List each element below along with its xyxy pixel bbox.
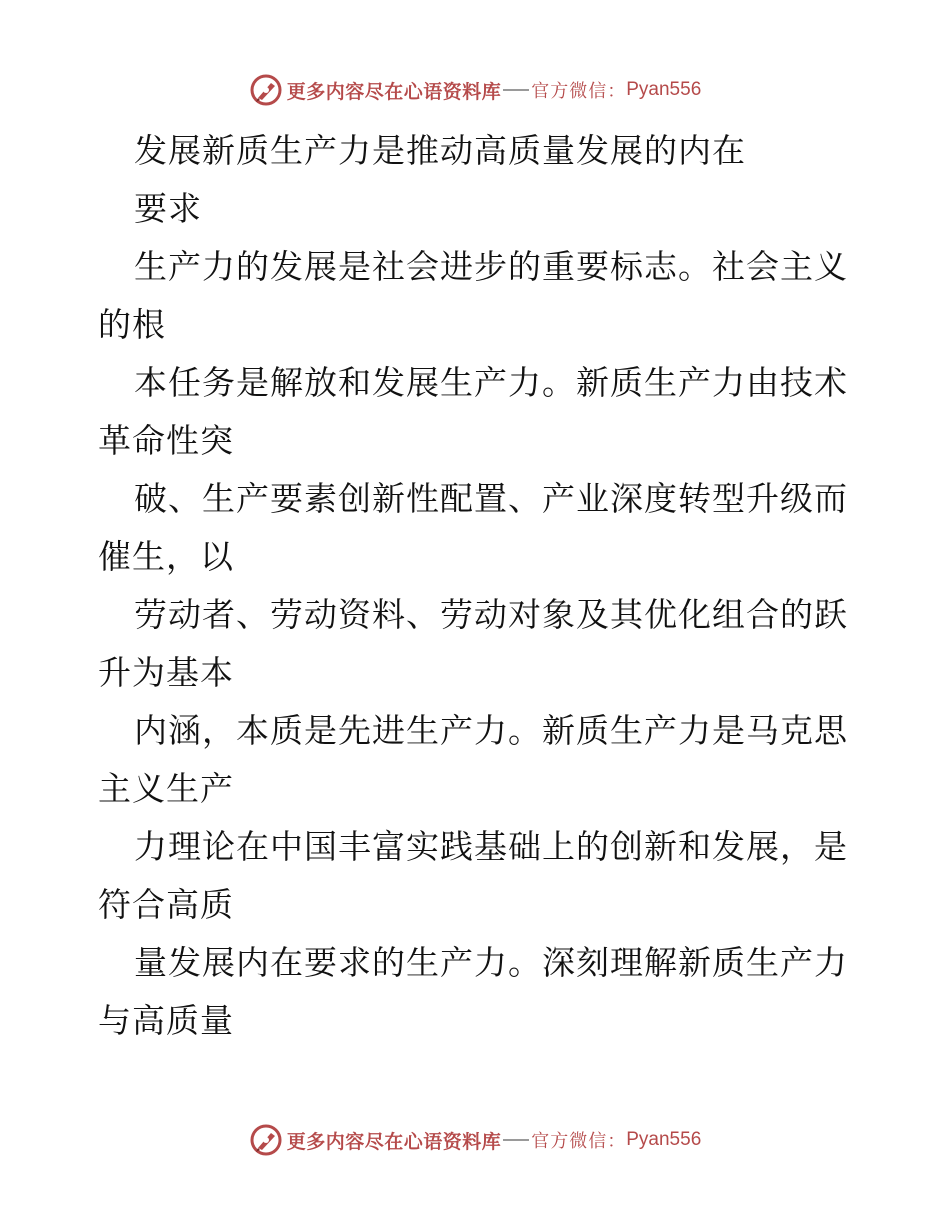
document-line: 本任务是解放和发展生产力。新质生产力由技术	[134, 363, 848, 402]
header-site-label: 更多内容尽在心语资料库	[286, 80, 502, 103]
document-line: 生产力的发展是社会进步的重要标志。社会主义	[134, 247, 848, 286]
document-line: 催生，以	[98, 537, 234, 576]
footer-wechat-id: Pyan556	[626, 1129, 702, 1150]
header-divider	[503, 89, 529, 91]
pen-logo-icon	[249, 73, 283, 107]
footer-wechat-label: 官方微信：	[531, 1131, 627, 1152]
footer-banner	[0, 1120, 950, 1160]
header-wechat-label: 官方微信：	[531, 81, 627, 102]
document-line: 革命性突	[98, 421, 234, 460]
document-line: 主义生产	[98, 769, 234, 808]
document-line: 的根	[98, 305, 166, 344]
header-banner	[0, 70, 950, 110]
document-line: 劳动者、劳动资料、劳动对象及其优化组合的跃	[134, 595, 848, 634]
document-line: 升为基本	[98, 653, 234, 692]
footer-site-label: 更多内容尽在心语资料库	[286, 1130, 502, 1153]
document-body	[98, 122, 858, 1050]
pen-logo-icon	[249, 1123, 283, 1157]
document-line: 发展新质生产力是推动高质量发展的内在	[134, 131, 746, 170]
document-line: 内涵，本质是先进生产力。新质生产力是马克思	[134, 711, 848, 750]
document-line: 与高质量	[98, 1001, 234, 1040]
document-line: 力理论在中国丰富实践基础上的创新和发展，是	[134, 827, 848, 866]
header-wechat-id: Pyan556	[626, 79, 702, 100]
document-line: 要求	[134, 189, 202, 228]
document-line: 符合高质	[98, 885, 234, 924]
document-line: 破、生产要素创新性配置、产业深度转型升级而	[134, 479, 848, 518]
footer-divider	[503, 1139, 529, 1141]
document-line: 量发展内在要求的生产力。深刻理解新质生产力	[134, 943, 848, 982]
